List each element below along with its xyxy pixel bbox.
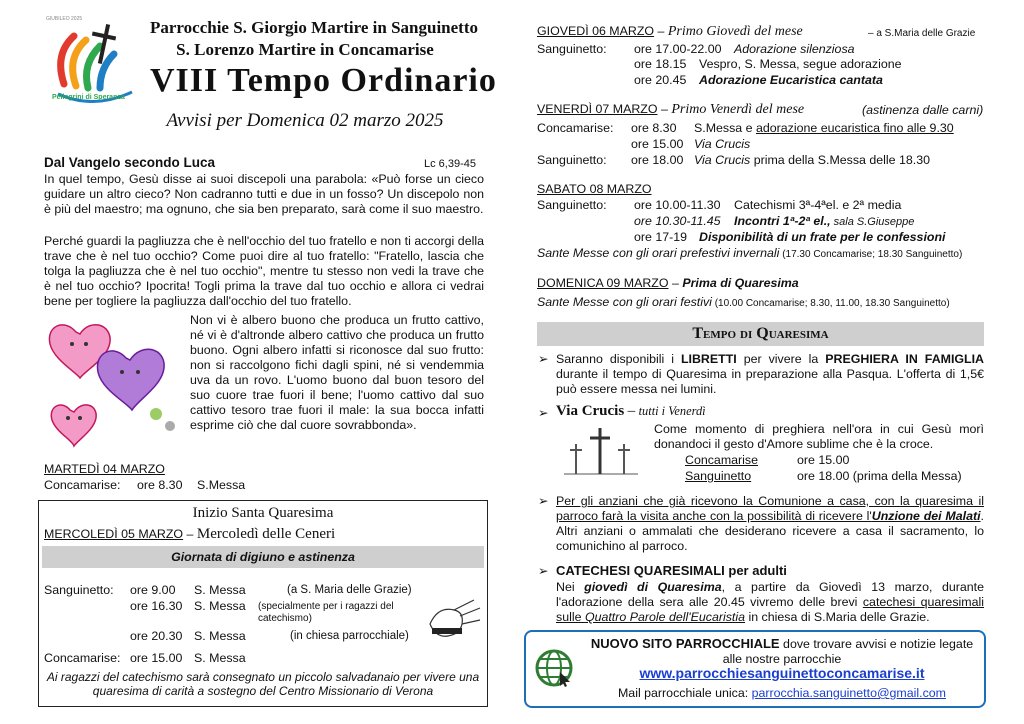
family-prayer-highlight: PREGHIERA IN FAMIGLIA	[825, 352, 984, 366]
jubilee-logo	[44, 14, 144, 110]
piggy-bank-note: Ai ragazzi del catechismo sarà consegnato un piccolo salvadanaio per vivere una quaresima di carità a sostegno del Centro Missionario di Verona	[46, 670, 480, 698]
sunday-date: DOMENICA 09 MARZO	[537, 276, 669, 290]
saturday-event-2b: sala S.Giuseppe	[830, 216, 915, 228]
ash-event-4: S. Messa	[194, 651, 246, 665]
via-crucis-time-2: ore 18.00 (prima della Messa)	[797, 469, 962, 483]
saturday-event-3: Disponibilità di un frate per le confessioni	[699, 230, 946, 244]
thursday-dash: –	[657, 24, 665, 38]
anointing-highlight: Unzione dei Malati	[871, 509, 981, 523]
booklets-text-5: durante il tempo di Quaresima in preparazione alla Pasqua. L'offerta di 1,5€ può essere messa nei lumini.	[556, 367, 984, 396]
mail-line	[582, 686, 982, 701]
lent-start-title: Inizio Santa Quaresima	[192, 505, 334, 521]
mail-address[interactable]: parrocchia.sanguinetto@gmail.com	[751, 686, 946, 700]
thursday-event-3: Adorazione Eucaristica cantata	[699, 73, 883, 87]
sunday-masses-note: (10.00 Concamarise; 8.30, 11.00, 18.30 Sanguinetto)	[711, 298, 950, 309]
logo-small-caption: GIUBILEO 2025	[46, 16, 83, 22]
thursday-title: Primo Giovedì del mese	[667, 24, 803, 39]
ash-wednesday-name: Mercoledì delle Ceneri	[196, 526, 336, 542]
ash-time-3: ore 20.30	[130, 629, 183, 643]
elderly-text-3: . Altri anziani o ammalati che desiderano ricevere a casa il sacramento, lo comunichino al parroco.	[556, 509, 984, 553]
thursday-side: – a S.Maria delle Grazie	[868, 28, 976, 39]
ash-time-2: ore 16.30	[130, 599, 183, 613]
via-crucis-drawing	[560, 424, 642, 480]
saturday-time-1: ore 10.00-11.30	[634, 198, 721, 212]
catechesis-text-6: in chiesa di S.Maria delle Grazie.	[745, 610, 930, 624]
via-crucis-line	[556, 404, 706, 419]
saturday-time-2: ore 10.30-11.45	[634, 214, 721, 228]
ash-note-1: (a S. Maria delle Grazie)	[287, 584, 412, 596]
saturday-masses-note: (17.30 Concamarise; 18.30 Sanguinetto)	[779, 249, 963, 260]
friday-event-1b: adorazione eucaristica fino alle 9.30	[755, 121, 954, 135]
via-crucis-dash: –	[627, 403, 636, 419]
friday-side: (astinenza dalle carni)	[862, 103, 984, 117]
bullet-elderly: ➢	[538, 494, 549, 508]
friday-event-1a: S.Messa e	[694, 121, 756, 135]
via-crucis-text: Come momento di preghiera nell'ora in cui Gesù morì donandoci il gesto d'Amore sublime che è la croce.	[654, 422, 984, 451]
via-crucis-title: Via Crucis	[556, 403, 625, 419]
saturday-date: SABATO 08 MARZO	[537, 182, 652, 196]
bullet-via-crucis: ➢	[538, 406, 549, 420]
via-crucis-sub: tutti i Venerdì	[638, 404, 706, 418]
ash-note-3: (in chiesa parrocchiale)	[290, 630, 409, 642]
ash-wednesday-date: MERCOLEDÌ 05 MARZO	[44, 527, 184, 541]
tuesday-date: MARTEDÌ 04 MARZO	[44, 462, 165, 476]
catechesis-text-3: , a partire da Giovedì 13 marzo, durante l'adorazione della sera alle 20.45 vivremo delle brevi	[556, 580, 985, 609]
new-site-text: dove trovare avvisi e notizie legate alle nostre parrocchie	[722, 637, 974, 666]
via-crucis-place-1: Concamarise	[685, 453, 758, 467]
friday-event-2: Via Crucis	[694, 137, 751, 151]
thursday-event-1: Adorazione silenziosa	[734, 42, 855, 56]
friday-event-3b: prima della S.Messa delle 18.30	[750, 153, 931, 167]
parish-name-1: Parrocchie S. Giorgio Martire in Sanguinetto	[150, 18, 478, 37]
ashes-hands-drawing	[424, 594, 484, 644]
sunday-masses-label: Sante Messe con gli orari festivi	[537, 295, 712, 309]
sunday-masses	[537, 295, 950, 311]
tuesday-time: ore 8.30	[137, 478, 183, 492]
thursday-date: GIOVEDÌ 06 MARZO	[537, 24, 655, 38]
friday-event-3	[694, 153, 930, 168]
friday-place-1: Concamarise:	[537, 121, 614, 135]
ash-event-3: S. Messa	[194, 629, 246, 643]
friday-place-2: Sanguinetto:	[537, 153, 607, 167]
ash-time-1: ore 9.00	[130, 583, 176, 597]
logo-caption: Pellegrini di Speranza	[52, 94, 125, 101]
gospel-paragraph-3: Non vi è albero buono che produca un frutto cattivo, né vi è d'altronde albero cattivo che produca un frutto buono. Ogni albero infatti si riconosce dal suo frutto: non si raccolgono fichi dagli spini, né si vendemmia uva da un rovo. L'uomo buono dal buon tesoro del suo cuore trae fuori il bene; l'uomo cattivo dal suo cattivo tesoro trae fuori il male: la sua bocca infatti esprime ciò che dal cuore sovrabbonda».	[190, 313, 484, 432]
ash-note-2: (specialmente per i ragazzi del catechismo)	[258, 601, 394, 624]
booklets-highlight: LIBRETTI	[680, 352, 737, 366]
saturday-masses-label: Sante Messe con gli orari prefestivi invernali	[537, 246, 780, 260]
ash-event-2: S. Messa	[194, 599, 246, 613]
ash-wednesday-dash: –	[186, 527, 194, 541]
friday-event-1	[694, 121, 954, 136]
friday-event-3a: Via Crucis	[694, 153, 751, 167]
friday-time-2: ore 15.00	[631, 137, 684, 151]
parish-name-2: S. Lorenzo Martire in Concamarise	[176, 40, 434, 59]
elderly-text	[556, 494, 984, 554]
booklets-text	[556, 352, 984, 397]
catechesis-title: CATECHESI QUARESIMALI per adulti	[556, 563, 787, 578]
saturday-event-2	[734, 214, 914, 230]
website-headline	[582, 636, 982, 667]
saturday-masses	[537, 246, 962, 262]
saturday-event-1: Catechismi 3ª-4ªel. e 2ª media	[734, 198, 902, 212]
catechesis-text-4: catechesi quaresimali sulle	[556, 595, 984, 624]
sunday-title: Prima di Quaresima	[682, 276, 799, 290]
thursday-line	[537, 24, 803, 39]
friday-title: Primo Venerdì del mese	[671, 102, 805, 117]
ash-event-1: S. Messa	[194, 583, 246, 597]
saturday-time-3: ore 17-19	[634, 230, 688, 244]
ash-wednesday-line	[44, 527, 335, 542]
lent-banner: Tempo di Quaresima	[537, 322, 984, 346]
catechesis-text	[556, 580, 984, 625]
ash-place-4: Concamarise:	[44, 651, 121, 665]
gospel-paragraph-2: Perché guardi la pagliuzza che è nell'occhio del tuo fratello e non ti accorgi della trave che è nel tuo occhio? Come puoi dire al tuo fratello: "Fratello, lascia che tolga la pagliuzza che è nel tuo occhio", mentre tu stesso non vedi la trave che è nel tuo occhio? Ipocrita! Togli prima la trave dal tuo occhio e allora ci vedrai bene per togliere la pagliuzza dall'occhio del tuo fratello.	[44, 234, 484, 308]
hearts-illustration	[46, 314, 186, 450]
friday-date: VENERDÌ 07 MARZO	[537, 102, 658, 116]
friday-time-1: ore 8.30	[631, 121, 677, 135]
thursday-time-3: ore 20.45	[634, 73, 687, 87]
saturday-event-2a: Incontri 1ª-2ª el.,	[734, 214, 831, 228]
catechesis-thursdays: giovedì di Quaresima	[584, 580, 722, 594]
new-site-label: NUOVO SITO PARROCCHIALE	[590, 636, 780, 651]
friday-dash: –	[660, 102, 668, 116]
thursday-time-2: ore 18.15	[634, 57, 687, 71]
elderly-text-1: Per gli anziani che già ricevono la Comunione a casa, con la quaresima il parroco farà la visita anche con la possibilità di ricevere l'	[556, 494, 984, 523]
website-url[interactable]: www.parrocchiesanguinettoconcamarise.it	[639, 665, 925, 681]
friday-time-3: ore 18.00	[631, 153, 684, 167]
globe-icon	[534, 648, 574, 688]
sunday-line	[537, 276, 799, 291]
catechesis-four-words: Quattro Parole dell'Eucaristia	[584, 610, 746, 624]
tuesday-place: Concamarise:	[44, 478, 121, 492]
page-subtitle: Avvisi per Domenica 02 marzo 2025	[166, 110, 444, 131]
fast-banner: Giornata di digiuno e astinenza	[42, 546, 484, 568]
gospel-paragraph-1: In quel tempo, Gesù disse ai suoi discepoli una parabola: «Può forse un cieco guidare un altro cieco? Non cadranno tutti e due in un fosso? Un discepolo non è più del maestro; ma ognuno, che sia ben preparato, sarà come il suo maestro.	[44, 172, 484, 216]
booklets-text-3: per vivere la	[736, 352, 826, 366]
tuesday-event: S.Messa	[197, 478, 246, 492]
saturday-place: Sanguinetto:	[537, 198, 607, 212]
thursday-place: Sanguinetto:	[537, 42, 607, 56]
via-crucis-time-1: ore 15.00	[797, 453, 850, 467]
bullet-catechesis: ➢	[538, 564, 549, 578]
ash-place-1: Sanguinetto:	[44, 583, 114, 597]
bullet-booklets: ➢	[538, 352, 549, 366]
mail-label: Mail parrocchiale unica:	[617, 686, 752, 700]
ash-time-4: ore 15.00	[130, 651, 183, 665]
catechesis-text-1: Nei	[556, 580, 585, 594]
sunday-dash: –	[671, 276, 679, 290]
page-title: VIII Tempo Ordinario	[150, 62, 497, 99]
thursday-event-2: Vespro, S. Messa, segue adorazione	[699, 57, 902, 71]
gospel-heading: Dal Vangelo secondo Luca	[44, 155, 216, 170]
gospel-reference: Lc 6,39-45	[424, 158, 476, 170]
thursday-time-1: ore 17.00-22.00	[634, 42, 722, 56]
via-crucis-place-2: Sanguinetto	[685, 469, 752, 483]
booklets-text-1: Saranno disponibili i	[556, 352, 681, 366]
friday-line	[537, 102, 804, 117]
